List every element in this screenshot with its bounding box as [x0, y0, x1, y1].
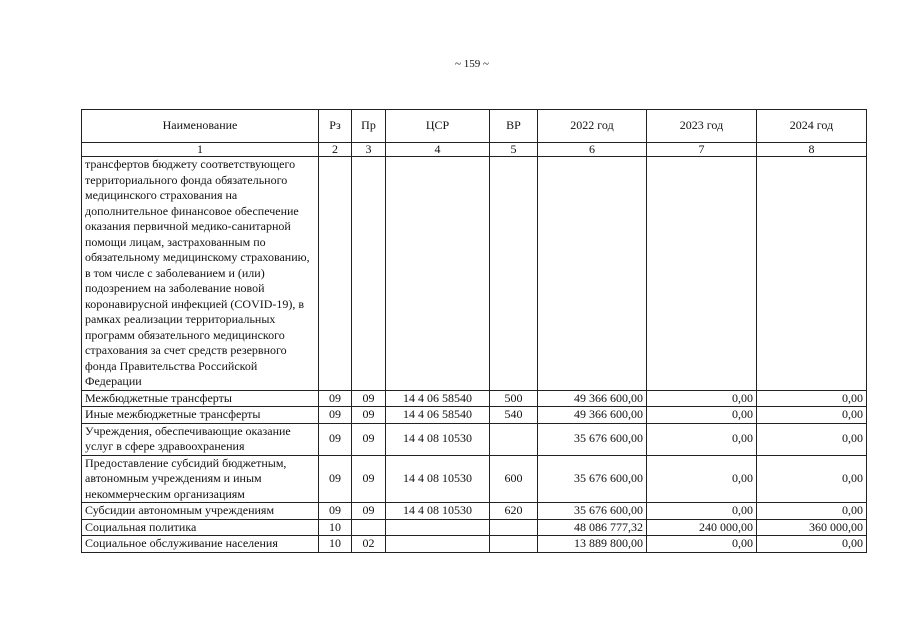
index-cell: 1: [82, 143, 319, 157]
table-row: [82, 519, 867, 536]
row-vr: [490, 519, 538, 536]
row-rz: 09: [319, 390, 352, 407]
table-row: [82, 503, 867, 520]
row-csr: [386, 536, 490, 553]
row-rz: 10: [319, 536, 352, 553]
row-rz: 10: [319, 519, 352, 536]
index-cell: 6: [538, 143, 647, 157]
index-cell: 7: [647, 143, 757, 157]
row-pr: 02: [352, 536, 386, 553]
table-row: [82, 423, 867, 455]
row-pr: 09: [352, 390, 386, 407]
row-2023: 0,00: [647, 536, 757, 553]
row-2022: 35 676 600,00: [538, 423, 647, 455]
row-pr: 09: [352, 455, 386, 503]
row-2024: [757, 157, 867, 391]
row-vr: 620: [490, 503, 538, 520]
row-vr: [490, 536, 538, 553]
header-2024: 2024 год: [757, 110, 867, 143]
header-name: Наименование: [82, 110, 319, 143]
row-rz: 09: [319, 407, 352, 424]
row-csr: 14 4 08 10530: [386, 455, 490, 503]
row-name: Социальное обслуживание населения: [82, 536, 319, 553]
row-2024: 0,00: [757, 390, 867, 407]
row-pr: 09: [352, 407, 386, 424]
table-row: [82, 157, 867, 391]
row-csr: [386, 519, 490, 536]
row-2022: 35 676 600,00: [538, 503, 647, 520]
row-rz: 09: [319, 503, 352, 520]
row-2022: 49 366 600,00: [538, 390, 647, 407]
row-2022: 49 366 600,00: [538, 407, 647, 424]
row-2022: [538, 157, 647, 391]
row-2023: 0,00: [647, 407, 757, 424]
row-pr: 09: [352, 423, 386, 455]
table-row: [82, 455, 867, 503]
header-csr: ЦСР: [386, 110, 490, 143]
table-row: [82, 407, 867, 424]
row-name: Межбюджетные трансферты: [82, 390, 319, 407]
row-csr: 14 4 06 58540: [386, 407, 490, 424]
row-name: Субсидии автономным учреждениям: [82, 503, 319, 520]
row-pr: [352, 157, 386, 391]
index-cell: 5: [490, 143, 538, 157]
row-2023: [647, 157, 757, 391]
row-csr: 14 4 08 10530: [386, 423, 490, 455]
header-vr: ВР: [490, 110, 538, 143]
row-csr: [386, 157, 490, 391]
index-cell: 2: [319, 143, 352, 157]
row-2024: 0,00: [757, 455, 867, 503]
row-name: Предоставление субсидий бюджетным, автономным учреждениям и иным некоммерческим организациям: [82, 455, 319, 503]
row-2024: 0,00: [757, 407, 867, 424]
row-name: Иные межбюджетные трансферты: [82, 407, 319, 424]
row-2022: 48 086 777,32: [538, 519, 647, 536]
row-rz: [319, 157, 352, 391]
row-csr: 14 4 08 10530: [386, 503, 490, 520]
header-2023: 2023 год: [647, 110, 757, 143]
row-vr: 540: [490, 407, 538, 424]
row-vr: 600: [490, 455, 538, 503]
row-name: Учреждения, обеспечивающие оказание услуг в сфере здравоохранения: [82, 423, 319, 455]
row-rz: 09: [319, 423, 352, 455]
header-pr: Пр: [352, 110, 386, 143]
row-pr: 09: [352, 503, 386, 520]
row-2022: 35 676 600,00: [538, 455, 647, 503]
column-index-row: [82, 143, 867, 157]
row-csr: 14 4 06 58540: [386, 390, 490, 407]
table-row: [82, 390, 867, 407]
row-2023: 0,00: [647, 455, 757, 503]
index-cell: 3: [352, 143, 386, 157]
row-2023: 0,00: [647, 423, 757, 455]
row-vr: [490, 157, 538, 391]
row-vr: [490, 423, 538, 455]
index-cell: 4: [386, 143, 490, 157]
row-2022: 13 889 800,00: [538, 536, 647, 553]
row-2024: 0,00: [757, 536, 867, 553]
row-2024: 360 000,00: [757, 519, 867, 536]
row-2024: 0,00: [757, 423, 867, 455]
row-rz: 09: [319, 455, 352, 503]
budget-table: [81, 109, 867, 553]
row-2024: 0,00: [757, 503, 867, 520]
row-name: Социальная политика: [82, 519, 319, 536]
header-rz: Рз: [319, 110, 352, 143]
row-vr: 500: [490, 390, 538, 407]
row-2023: 240 000,00: [647, 519, 757, 536]
row-2023: 0,00: [647, 390, 757, 407]
row-pr: [352, 519, 386, 536]
page-number: ~ 159 ~: [455, 58, 489, 70]
index-cell: 8: [757, 143, 867, 157]
header-row: [82, 110, 867, 143]
row-name: трансфертов бюджету соответствующего территориального фонда обязательного медицинского страхования на дополнительное финансовое обеспечение оказания первичной медико-санитарной помощи лицам, застрахованным по обязательному медицинскому страхованию, в том числе с заболеванием и (или) подозрением на заболевание новой коронавирусной инфекцией (COVID-19), в рамках реализации территориальных программ обязательного медицинского страхования за счет средств резервного фонда Правительства Российской Федерации: [82, 157, 319, 391]
table-row: [82, 536, 867, 553]
header-2022: 2022 год: [538, 110, 647, 143]
row-2023: 0,00: [647, 503, 757, 520]
